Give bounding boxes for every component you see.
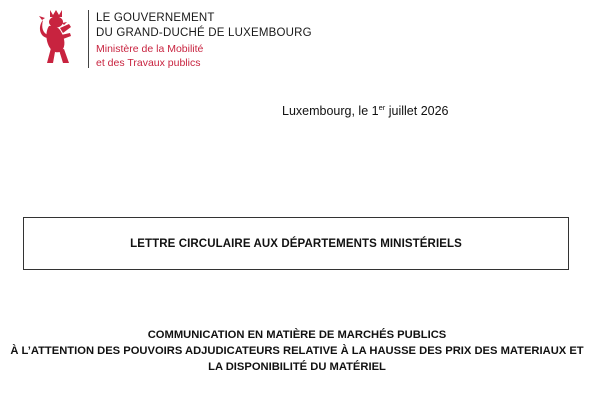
subject-line-3: LA DISPONIBILITÉ DU MATÉRIEL	[208, 361, 386, 373]
ministry-line-1: Ministère de la Mobilité	[96, 43, 204, 55]
ministry-line-2: et des Travaux publics	[96, 57, 201, 69]
circular-title-box	[23, 217, 569, 270]
government-name	[96, 11, 312, 41]
subject-line-2: À L’ATTENTION DES POUVOIRS ADJUDICATEURS RELATIVE À LA HAUSSE DES PRIX DES MATERIAUX ET	[10, 345, 584, 357]
subject-heading	[0, 327, 594, 375]
circular-title: LETTRE CIRCULAIRE AUX DÉPARTEMENTS MINISTÉRIELS	[130, 237, 462, 250]
government-line-2: DU GRAND-DUCHÉ DE LUXEMBOURG	[96, 27, 312, 39]
date-suffix: juillet 2026	[385, 104, 449, 118]
ministry-name	[96, 42, 203, 70]
letter-date	[282, 104, 449, 118]
red-lion-crest-icon	[36, 8, 80, 70]
government-line-1: LE GOUVERNEMENT	[96, 12, 215, 24]
subject-line-1: COMMUNICATION EN MATIÈRE DE MARCHÉS PUBLICS	[147, 329, 447, 341]
date-prefix: Luxembourg, le 1	[282, 104, 379, 118]
date-superscript: er	[378, 103, 386, 112]
header-divider	[88, 10, 89, 68]
